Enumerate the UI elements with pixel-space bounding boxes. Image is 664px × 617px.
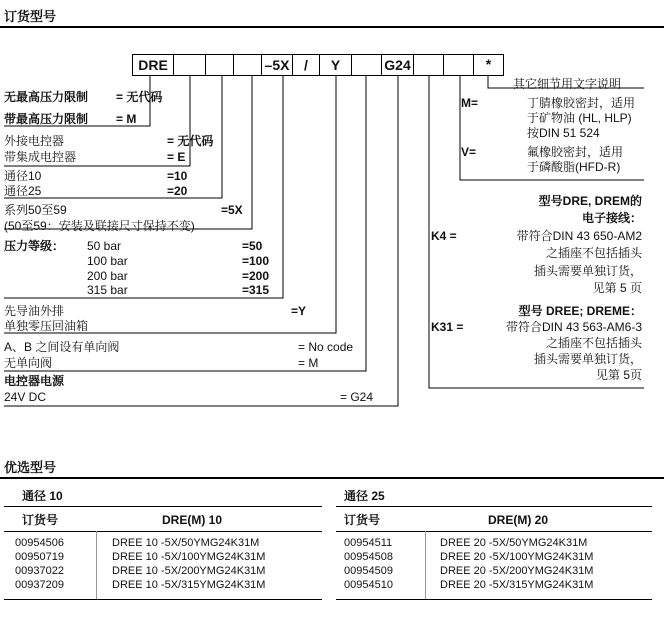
no-check-valve-label: 无单向阀: [4, 356, 53, 370]
k31-line4: 见第 5页: [595, 368, 642, 382]
max-pressure-label: 带最高压力限制: [4, 112, 89, 126]
series-label: 系列50至59: [4, 203, 67, 217]
k31-line2: 之插座不包括插头: [545, 336, 642, 350]
external-controller-label: 外接电控器: [4, 134, 65, 148]
size25-label: 通径25: [4, 184, 42, 198]
max-pressure-code: = M: [116, 112, 137, 126]
pressure-315-code: =315: [242, 283, 270, 297]
series-note: (50至59：安装及联接尺寸保持不变): [4, 219, 195, 233]
table1-size: 通径 10: [22, 489, 63, 503]
preferred-title: 优选型号: [4, 460, 57, 475]
table-row: 00937209 DREE 10 -5X/315YMG24K31M: [15, 579, 266, 591]
code-box-pilot: Y: [319, 54, 352, 76]
table-row: 00950719 DREE 10 -5X/100YMG24K31M: [15, 551, 266, 563]
code-box-controller: [205, 54, 234, 76]
seal-m-line1: 丁腈橡胶密封，适用: [527, 96, 636, 110]
seal-m-line2: 于矿物油 (HL, HLP): [527, 111, 632, 125]
table1-col-type: DRE(M) 10: [162, 513, 223, 527]
code-box-pressure: [292, 54, 320, 76]
pilot-drain-code: =Y: [291, 304, 307, 318]
seal-v-line1: 氟橡胶密封，适用: [527, 145, 624, 159]
table1-bottom-rule: [4, 599, 322, 600]
pressure-50-code: =50: [242, 239, 263, 253]
code-box-type: DRE: [132, 54, 174, 76]
dree-connection-title: 型号 DREE; DREME：: [518, 304, 642, 318]
power-voltage: 24V DC: [4, 390, 47, 404]
pressure-100-code: =100: [242, 254, 270, 268]
table2: [344, 536, 593, 592]
k31-line1: 带符合DIN 43 563-AM6-3: [505, 320, 642, 334]
pressure-50-bar: 50 bar: [87, 239, 122, 253]
table2-top-rule: [336, 506, 652, 507]
k4-line3: 插头需要单独订货，: [533, 264, 642, 278]
k31-line3: 插头需要单独订货，: [533, 352, 642, 366]
check-valve-code: = No code: [298, 340, 354, 354]
k4-line4: 见第 5 页: [592, 281, 642, 295]
code-box-seal: [443, 54, 474, 76]
pressure-315-bar: 315 bar: [87, 283, 128, 297]
code-box-connector: [413, 54, 444, 76]
seal-v-key: V=: [461, 145, 477, 159]
table2-size: 通径 25: [344, 489, 385, 503]
pressure-label: 压力等级：: [4, 239, 65, 253]
table-row: 00954508 DREE 20 -5X/100YMG24K31M: [344, 551, 594, 563]
external-controller-code: = 无代码: [167, 134, 214, 148]
code-box-slash: /: [304, 57, 308, 73]
pressure-200-code: =200: [242, 269, 270, 283]
seal-m-line3: 按DIN 51 524: [527, 126, 600, 140]
table2-head-rule: [336, 531, 652, 532]
pressure-100-bar: 100 bar: [87, 254, 128, 268]
pilot-drain-label: 先导油外排: [4, 304, 65, 318]
pilot-tank-label: 单独零压回油箱: [4, 319, 89, 333]
seal-m-key: M=: [461, 96, 479, 110]
table2-col-type: DRE(M) 20: [488, 513, 549, 527]
power-code: = G24: [340, 390, 374, 404]
code-box-star: *: [485, 56, 492, 72]
preferred-rule: [0, 477, 664, 479]
no-check-valve-code: = M: [298, 356, 319, 370]
code-box-series: –5X: [261, 54, 293, 76]
table1-head-rule: [4, 531, 322, 532]
code-box-max-pressure: [173, 54, 206, 76]
table-row: 00937022 DREE 10 -5X/200YMG24K31M: [15, 565, 266, 577]
integrated-controller-code: = E: [167, 150, 186, 164]
table1-col-order: 订货号: [22, 513, 59, 527]
dre-connection-title1: 型号DRE, DREM的: [538, 194, 642, 208]
size10-label: 通径10: [4, 169, 42, 183]
pressure-200-bar: 200 bar: [87, 269, 128, 283]
code-box-check: [351, 54, 382, 76]
code-box-power: G24: [381, 54, 414, 76]
seal-v-line2: 于磷酸脂(HFD-R): [527, 160, 621, 174]
no-max-pressure-label: 无最高压力限制: [4, 90, 89, 104]
check-valve-label: A、B 之间设有单向阀: [4, 340, 120, 354]
no-max-pressure-code: = 无代码: [116, 90, 163, 104]
table1: [15, 536, 265, 592]
table-row: 00954509 DREE 20 -5X/200YMG24K31M: [344, 565, 594, 577]
size10-code: =10: [167, 169, 188, 183]
table-row: 00954511 DREE 20 -5X/50YMG24K31M: [344, 537, 588, 549]
integrated-controller-label: 带集成电控器: [4, 150, 77, 164]
dre-connection-title2: 电子接线：: [581, 211, 642, 225]
table1-top-rule: [4, 506, 322, 507]
code-box-size: [233, 54, 262, 76]
order-title: 订货型号: [4, 9, 57, 24]
table-row: 00954510 DREE 20 -5X/315YMG24K31M: [344, 579, 594, 591]
table2-bottom-rule: [336, 599, 652, 600]
series-code: =5X: [221, 203, 243, 217]
size25-code: =20: [167, 184, 188, 198]
power-label: 电控器电源: [4, 374, 65, 388]
k4-key: K4 =: [431, 229, 457, 243]
table2-col-order: 订货号: [344, 513, 381, 527]
other-details-label: 其它细节用文字说明: [513, 77, 622, 91]
table-row: 00954506 DREE 10 -5X/50YMG24K31M: [15, 537, 260, 549]
k4-line2: 之插座不包括插头: [545, 246, 642, 260]
k4-line1: 带符合DIN 43 650-AM2: [516, 229, 642, 243]
k31-key: K31 =: [431, 320, 464, 334]
